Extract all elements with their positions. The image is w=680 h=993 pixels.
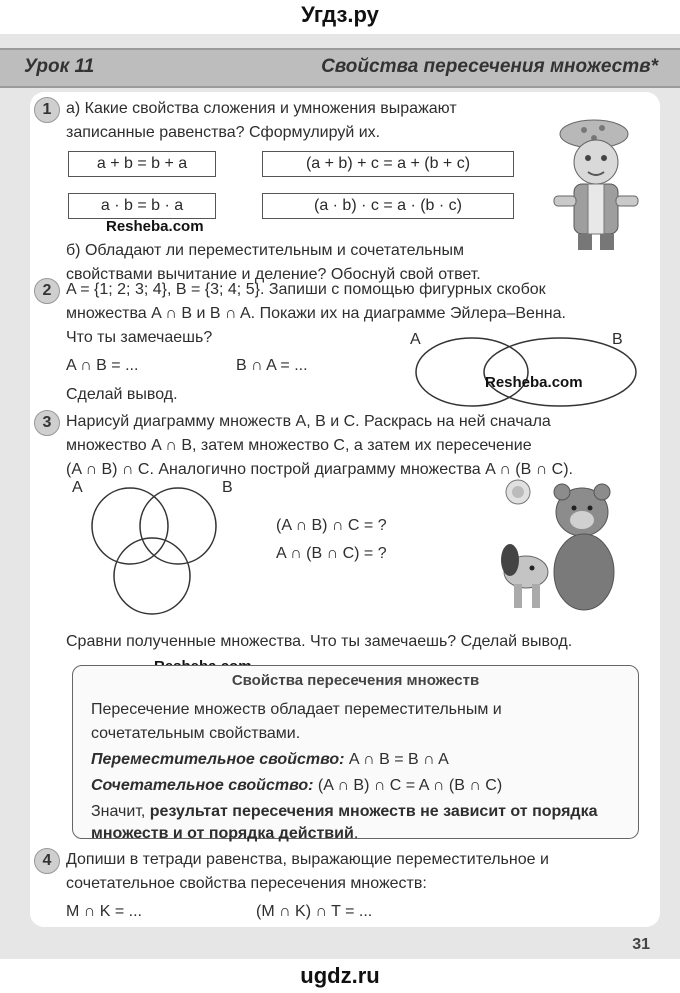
- venn-3-label-b: B: [222, 479, 233, 496]
- watermark: Resheba.com: [106, 218, 204, 235]
- rule-commutative-formula: A ∩ B = B ∩ A: [348, 751, 449, 768]
- site-title-bottom: ugdz.ru: [300, 963, 380, 988]
- task-4-number: 4: [34, 848, 60, 874]
- venn-3-label-a: A: [72, 479, 83, 496]
- task-2-conclusion: Сделай вывод.: [66, 386, 178, 403]
- rule-period: .: [353, 825, 359, 842]
- site-title-top: Угдз.ру: [301, 2, 379, 27]
- venn-3-set-b: [140, 488, 216, 564]
- task-2-line-2: множества A ∩ B и B ∩ A. Покажи их на диаграмме Эйлера–Венна.: [66, 305, 566, 322]
- task-3-equation-2: A ∩ (B ∩ C) = ?: [276, 545, 387, 562]
- task-2-line-3: Что ты замечаешь?: [66, 329, 213, 346]
- rule-associative-formula: (A ∩ B) ∩ C = A ∩ (B ∩ C): [317, 777, 503, 794]
- task-2-equation-a-intersect-b: A ∩ B = ...: [66, 357, 139, 374]
- rule-commutative: [91, 748, 449, 772]
- rule-title: Свойства пересечения множеств: [231, 672, 480, 689]
- page-number: 31: [632, 936, 650, 953]
- rule-result-line-2: [91, 822, 358, 846]
- venn-3-set-c: [114, 538, 190, 614]
- task-3-line-2: множество A ∩ B, затем множество C, а затем их пересечение: [66, 437, 532, 454]
- boy-illustration: [544, 112, 644, 252]
- venn-2-set-a: [416, 338, 528, 406]
- venn-2-set-b: [484, 338, 636, 406]
- venn-2-label-b: B: [612, 331, 623, 348]
- rule-line-1: Пересечение множеств обладает переместительным и: [91, 701, 502, 718]
- rule-line-2: сочетательным свойствами.: [91, 725, 301, 742]
- lesson-topic: Свойства пересечения множеств*: [321, 56, 658, 77]
- task-1-line-4: свойствами вычитание и деление? Обоснуй свой ответ.: [66, 266, 481, 283]
- venn-diagram-two-sets: [410, 330, 640, 410]
- task-3-line-1: Нарисуй диаграмму множеств A, B и C. Раскрась на ней сначала: [66, 413, 551, 430]
- task-4-equation-1: M ∩ K = ...: [66, 903, 142, 920]
- rule-associative: [91, 774, 502, 798]
- rule-box: [72, 665, 639, 842]
- task-1-number: 1: [34, 97, 60, 123]
- rule-result-2: множеств и от порядка действий: [91, 825, 354, 842]
- bear-and-dog-illustration: [470, 472, 630, 622]
- task-4-equation-2: (M ∩ K) ∩ T = ...: [256, 903, 373, 920]
- lesson-number: Урок 11: [24, 56, 95, 77]
- task-2-number: 2: [34, 278, 60, 304]
- rule-associative-label: Сочетательное свойство:: [91, 777, 314, 794]
- task-3-equation-1: (A ∩ B) ∩ C = ?: [276, 517, 387, 534]
- equation-box-associative-addition: (a + b) + c = a + (b + c): [262, 151, 514, 177]
- task-2-line-1: A = {1; 2; 3; 4}, B = {3; 4; 5}. Запиши с помощью фигурных скобок: [66, 281, 546, 298]
- task-1-line-1: а) Какие свойства сложения и умножения выражают: [66, 100, 457, 117]
- task-1-line-3: б) Обладают ли переместительным и сочетательным: [66, 242, 464, 259]
- venn-diagram-three-sets: [80, 484, 230, 619]
- venn-2-label-a: A: [410, 331, 421, 348]
- textbook-page: [0, 34, 680, 959]
- page-header: [0, 48, 680, 88]
- content-panel: [30, 92, 660, 927]
- task-1-line-2: записанные равенства? Сформулируй их.: [66, 124, 381, 141]
- equation-box-commutative-multiplication: a · b = b · a: [68, 193, 216, 219]
- rule-commutative-label: Переместительное свойство:: [91, 751, 345, 768]
- venn-3-set-a: [92, 488, 168, 564]
- equation-box-commutative-addition: a + b = b + a: [68, 151, 216, 177]
- equation-box-associative-multiplication: (a · b) · c = a · (b · c): [262, 193, 514, 219]
- rule-therefore: Значит,: [91, 803, 146, 820]
- task-2-equation-b-intersect-a: B ∩ A = ...: [236, 357, 308, 374]
- rule-result-1: результат пересечения множеств не зависит от порядка: [149, 803, 598, 820]
- task-4-line-1: Допиши в тетради равенства, выражающие переместительное и: [66, 851, 549, 868]
- rule-result-line-1: [91, 800, 597, 824]
- task-3-compare: Сравни полученные множества. Что ты замечаешь? Сделай вывод.: [66, 633, 573, 650]
- task-4-line-2: сочетательное свойства пересечения множеств:: [66, 875, 427, 892]
- watermark: Resheba.com: [485, 374, 583, 391]
- task-3-number: 3: [34, 410, 60, 436]
- task-3-line-3: (A ∩ B) ∩ C. Аналогично построй диаграмму множества A ∩ (B ∩ C).: [66, 461, 573, 478]
